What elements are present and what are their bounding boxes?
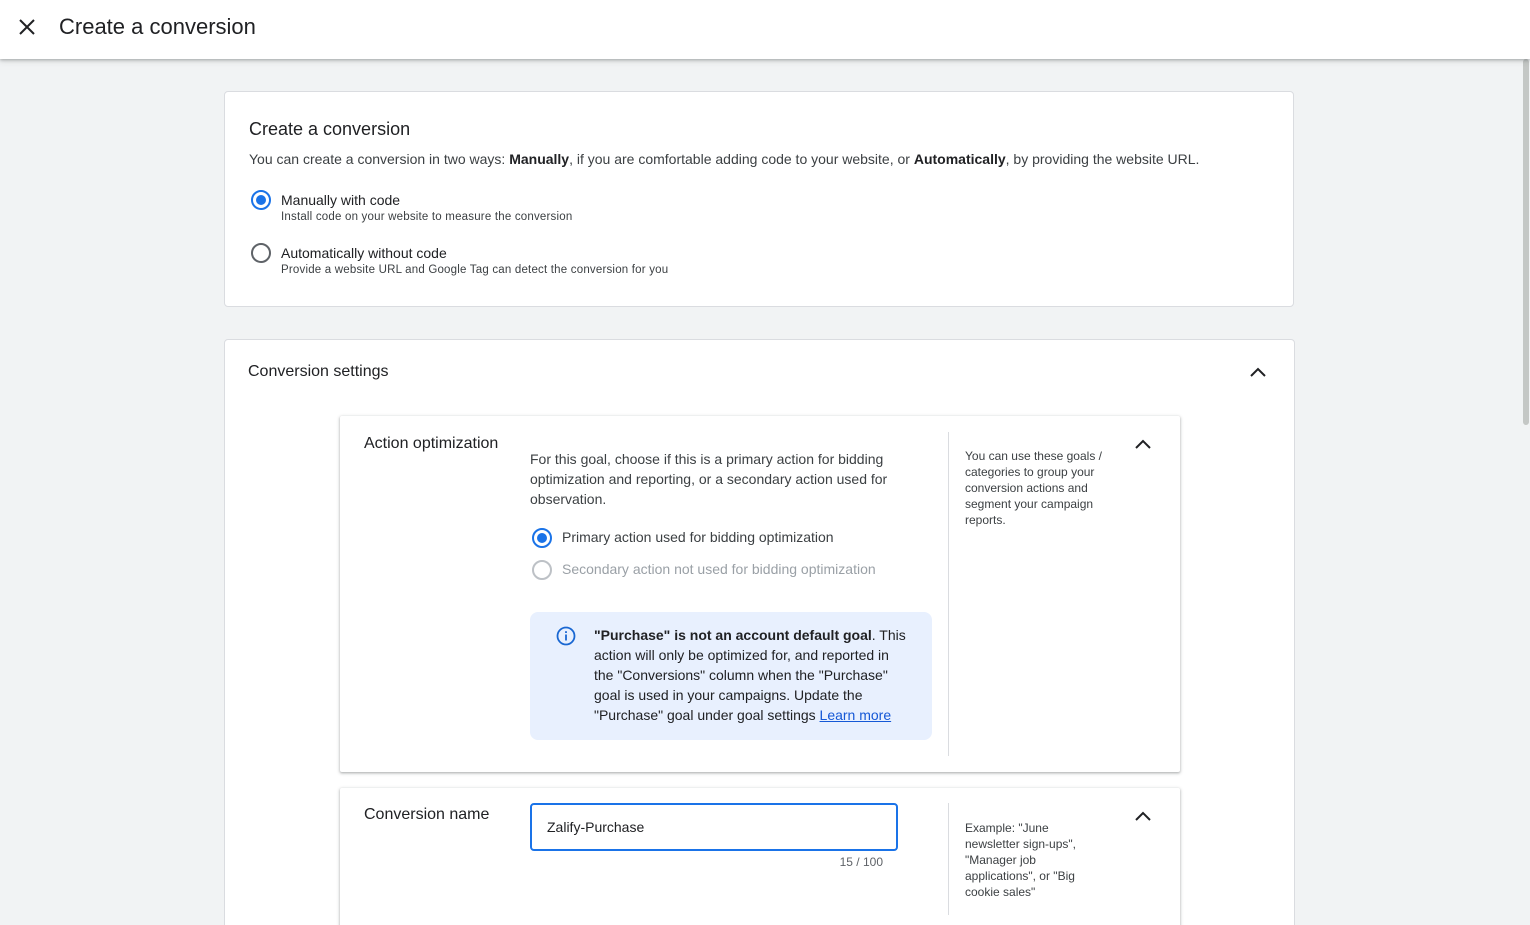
conversion-name-collapse-button[interactable]: [1131, 804, 1155, 828]
radio-manually-with-code[interactable]: [251, 190, 271, 210]
desc-bold-automatically: Automatically: [913, 151, 1006, 167]
action-optimization-section: [340, 416, 1180, 772]
settings-collapse-button[interactable]: [1246, 360, 1270, 384]
desc-text-2: , if you are comfortable adding code to your website, or: [569, 151, 914, 167]
primary-action-label[interactable]: Primary action used for bidding optimization: [562, 529, 834, 545]
radio-primary-action[interactable]: [532, 528, 552, 548]
conversion-name-input[interactable]: [530, 803, 898, 851]
action-optimization-description: For this goal, choose if this is a primary action for bidding optimization and reporting, or a secondary action used for observation.: [530, 451, 888, 507]
section-divider: [948, 803, 949, 915]
learn-more-link[interactable]: Learn more: [819, 707, 892, 723]
default-goal-info-box: [530, 612, 932, 740]
action-optimization-title: Action optimization: [364, 435, 499, 452]
info-bold-text: "Purchase" is not an account default goal: [594, 627, 872, 643]
desc-text-1: You can create a conversion in two ways:: [249, 151, 510, 167]
secondary-action-label[interactable]: Secondary action not used for bidding optimization: [562, 561, 876, 577]
action-optimization-collapse-button[interactable]: [1131, 432, 1155, 456]
create-card-description: [249, 150, 1199, 168]
conversion-settings-title: Conversion settings: [248, 363, 389, 380]
action-optimization-help: You can use these goals / categories to group your conversion actions and segment your campaign reports.: [965, 449, 1102, 527]
option-automatically-sublabel: Provide a website URL and Google Tag can detect the conversion for you: [281, 264, 669, 276]
page-scrollbar[interactable]: [1521, 59, 1530, 925]
desc-bold-manually: Manually: [509, 151, 570, 167]
close-button[interactable]: [14, 14, 40, 40]
conversion-name-section: [340, 788, 1180, 925]
top-app-bar: [0, 0, 1530, 59]
character-counter: 15 / 100: [839, 855, 883, 869]
close-icon: [18, 18, 36, 36]
option-manually-sublabel: Install code on your website to measure the conversion: [281, 211, 573, 223]
chevron-up-icon: [1249, 366, 1267, 378]
conversion-name-help: Example: "June newsletter sign-ups", "Manager job applications", or "Big cookie sales": [965, 821, 1076, 899]
scrollbar-thumb[interactable]: [1523, 59, 1529, 425]
radio-automatically-without-code[interactable]: [251, 243, 271, 263]
info-body-text: . This action will only be optimized for, and reported in the "Conversions" column when the "Purchase" goal is used in your campaigns. Update the "Purchase" goal under goal settings: [594, 627, 906, 723]
option-manually-label[interactable]: Manually with code: [281, 192, 401, 208]
desc-text-3: , by providing the website URL.: [1005, 151, 1200, 167]
section-divider: [948, 432, 949, 756]
create-card-title: Create a conversion: [249, 119, 411, 139]
option-automatically-label[interactable]: Automatically without code: [281, 245, 447, 261]
info-icon: [556, 626, 576, 646]
conversion-name-title: Conversion name: [364, 806, 490, 823]
conversion-settings-card: [224, 339, 1295, 925]
info-message: [594, 625, 912, 725]
page-title: Create a conversion: [59, 14, 256, 39]
create-conversion-card: [224, 91, 1294, 307]
chevron-up-icon: [1134, 438, 1152, 450]
chevron-up-icon: [1134, 810, 1152, 822]
radio-secondary-action[interactable]: [532, 560, 552, 580]
